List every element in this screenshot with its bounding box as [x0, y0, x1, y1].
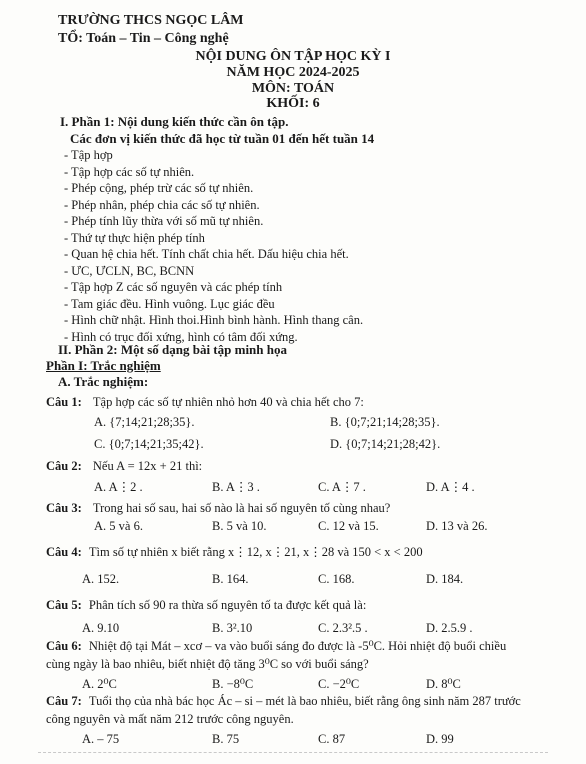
- option-c: C. 12 và 15.: [318, 519, 379, 533]
- school-name: TRƯỜNG THCS NGỌC LÂM: [58, 13, 244, 28]
- part1-subheading: Các đơn vị kiến thức đã học từ tuần 01 đến hết tuần 14: [70, 131, 375, 146]
- question-number: Câu 1:: [46, 395, 82, 409]
- topic-item: - Hình có trục đối xứng, hình có tâm đối xứng.: [64, 329, 298, 344]
- section-heading: Phần I: Trắc nghiệm: [46, 358, 161, 373]
- option-c: C. 168.: [318, 572, 355, 586]
- question: [46, 598, 366, 613]
- option-b: B. 5 và 10.: [212, 519, 267, 533]
- topic-item: - Tập hợp: [64, 148, 113, 162]
- option-c: C. 2.3².5 .: [318, 621, 368, 635]
- option-d: D. 8⁰C: [426, 677, 461, 691]
- topic-item: - Phép tính lũy thừa với số mũ tự nhiên.: [64, 214, 264, 228]
- option-b: B. 3².10: [212, 621, 253, 635]
- option-a: A. A⋮2 .: [94, 480, 143, 494]
- option-a: A. 9.10: [82, 621, 120, 635]
- subject: MÔN: TOÁN: [251, 81, 335, 96]
- section-subheading: A. Trắc nghiệm:: [58, 374, 149, 389]
- question-number: Câu 6:: [46, 639, 82, 653]
- question-text: Tìm số tự nhiên x biết rằng x⋮12, x⋮21, x⋮28 và 150 < x < 200: [88, 545, 423, 559]
- question-text: Trong hai số sau, hai số nào là hai số nguyên tố cùng nhau?: [92, 501, 391, 515]
- option-c: C. 87: [318, 732, 346, 746]
- option-d: D. 184.: [426, 572, 464, 586]
- option-a: A. – 75: [82, 732, 120, 746]
- option-a: A. {7;14;21;28;35}.: [94, 415, 195, 429]
- question: [46, 459, 202, 474]
- option-b: B. {0;7;21;14;28;35}.: [330, 415, 440, 429]
- option-d: D. A⋮4 .: [426, 480, 475, 494]
- question-number: Câu 4:: [46, 545, 82, 559]
- doc-title: NỘI DUNG ÔN TẬP HỌC KỲ I: [195, 49, 391, 64]
- topic-item: - Tập hợp Z các số nguyên và các phép tính: [64, 280, 283, 294]
- question-text-continued: cùng ngày là bao nhiêu, biết nhiệt độ tăng 3⁰C so với buổi sáng?: [46, 657, 369, 671]
- option-d: D. {0;7;14;21;28;42}.: [330, 437, 441, 451]
- topic-item: - Hình chữ nhật. Hình thoi.Hình bình hành. Hình thang cân.: [64, 313, 364, 327]
- topic-item: - ƯC, ƯCLN, BC, BCNN: [64, 263, 195, 278]
- question-number: Câu 2:: [46, 459, 82, 473]
- option-b: B. A⋮3 .: [212, 480, 260, 494]
- option-b: B. −8⁰C: [212, 677, 254, 691]
- question-text: Nhiệt độ tại Mát – xcơ – va vào buổi sáng đo được là -5⁰C. Hỏi nhiệt độ buổi chiều: [88, 639, 507, 653]
- question-text: Nếu A = 12x + 21 thì:: [92, 459, 203, 473]
- part1-heading: I. Phần 1: Nội dung kiến thức cần ôn tập.: [60, 114, 289, 129]
- option-d: D. 2.5.9 .: [426, 621, 473, 635]
- option-c: C. −2⁰C: [318, 677, 360, 691]
- topic-item: - Phép nhân, phép chia các số tự nhiên.: [64, 197, 260, 212]
- option-d: D. 99: [426, 732, 454, 746]
- question-number: Câu 5:: [46, 598, 82, 612]
- question-number: Câu 3:: [46, 501, 82, 515]
- question: [46, 638, 506, 654]
- question-text-continued: công nguyên và mất năm 212 trước công nguyên.: [46, 712, 294, 726]
- question: [46, 395, 364, 410]
- topic-item: - Phép cộng, phép trừ các số tự nhiên.: [64, 181, 254, 195]
- topic-item: - Tập hợp các số tự nhiên.: [64, 164, 195, 179]
- topic-item: - Quan hệ chia hết. Tính chất chia hết. Dấu hiệu chia hết.: [64, 247, 349, 261]
- page-footer-divider: [38, 752, 548, 753]
- topic-item: - Tam giác đều. Hình vuông. Lục giác đều: [64, 296, 275, 311]
- option-c: C. A⋮7 .: [318, 480, 366, 494]
- question-text: Tập hợp các số tự nhiên nhỏ hơn 40 và chia hết cho 7:: [92, 395, 364, 409]
- question-text: Phân tích số 90 ra thừa số nguyên tố ta được kết quả là:: [88, 598, 367, 612]
- topic-item: - Thứ tự thực hiện phép tính: [64, 230, 205, 245]
- option-c: C. {0;7;14;21;35;42}.: [94, 437, 204, 451]
- option-b: B. 164.: [212, 572, 249, 586]
- option-a: A. 152.: [82, 572, 120, 586]
- question: [46, 694, 521, 709]
- option-a: A. 2⁰C: [82, 677, 117, 691]
- question-number: Câu 7:: [46, 694, 82, 708]
- question-text: Tuổi thọ của nhà bác học Ác – si – mét là bao nhiêu, biết rằng ông sinh năm 287 trước: [88, 694, 521, 708]
- part2-heading: II. Phần 2: Một số dạng bài tập minh họa: [58, 342, 287, 357]
- grade: KHỐI: 6: [266, 96, 320, 111]
- option-d: D. 13 và 26.: [426, 519, 488, 533]
- school-year: NĂM HỌC 2024-2025: [226, 65, 360, 80]
- option-a: A. 5 và 6.: [94, 519, 143, 533]
- question: [46, 501, 390, 516]
- department: TỔ: Toán – Tin – Công nghệ: [58, 31, 229, 46]
- option-b: B. 75: [212, 732, 240, 746]
- question: [46, 544, 423, 560]
